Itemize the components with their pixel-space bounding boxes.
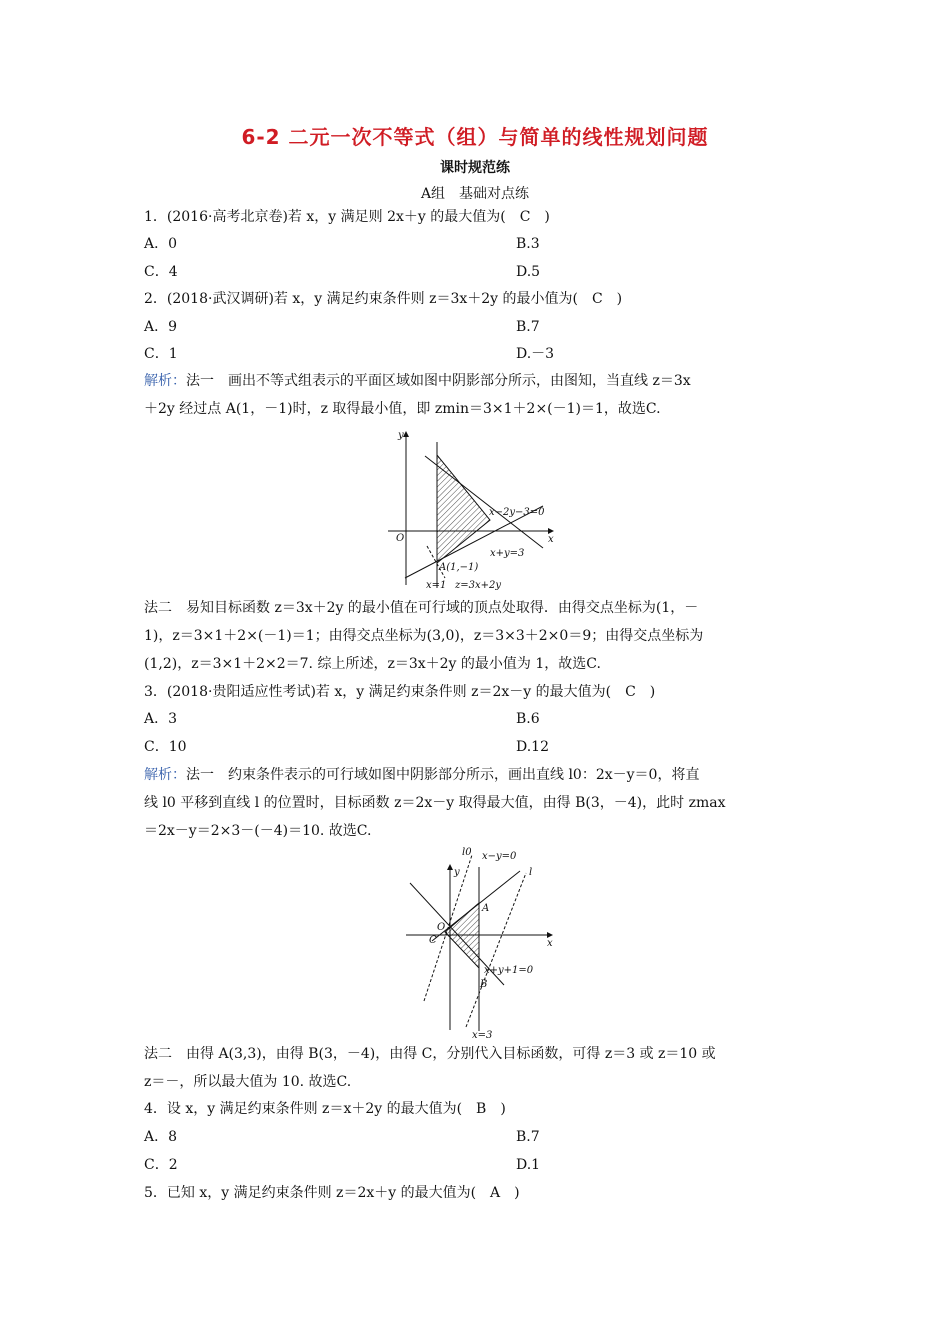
q3-option-d: D.12 [516, 739, 549, 755]
q2-sol2-text-2: 1)，z＝3×1＋2×(－1)＝1；由得交点坐标为(3,0)，z＝3×3＋2×0＝9；由得交点坐标为 [144, 628, 704, 644]
q1-option-c: C．4 [144, 264, 178, 280]
q3-sol1-text-2: 线 l0 平移到直线 l 的位置时，目标函数 z＝2x－y 取得最大值，由得 B(3，－4)，此时 zmax [144, 795, 726, 811]
q2-stem: 2．(2018·武汉调研)若 x，y 满足约束条件则 z＝3x＋2y 的最小值为( C ) [144, 291, 623, 307]
q3-sol2-text-1: 法二 由得 A(3,3)，由得 B(3，－4)，由得 C，分别代入目标函数，可得 z＝3 或 z＝10 或 [144, 1046, 716, 1062]
fig2-point-b-label: B [480, 979, 488, 990]
fig2-origin-label: O [437, 922, 446, 933]
q1-stem: 1．(2016·高考北京卷)若 x，y 满足则 2x＋y 的最大值为( C ) [144, 209, 550, 225]
q2-sol2-text-1: 法二 易知目标函数 z＝3x＋2y 的最小值在可行域的顶点处取得．由得交点坐标为(1，－ [144, 600, 699, 616]
q2-jiexi-label: 解析： [144, 373, 186, 389]
q4-option-a: A．8 [144, 1129, 178, 1145]
page-subtitle: 课时规范练 [440, 160, 510, 176]
q2-sol1-text-1: 法一 画出不等式组表示的平面区域如图中阴影部分所示，由图知，当直线 z＝3x [186, 373, 691, 389]
fig2-l-label: l [529, 867, 533, 878]
q3-option-b: B.6 [516, 711, 540, 727]
fig1-line4-label: z=3x+2y [455, 580, 502, 591]
fig2-line2-label: x+y+1=0 [484, 965, 534, 976]
fig1-line2-label: x+y=3 [490, 548, 525, 559]
q3-jiexi-label: 解析： [144, 767, 186, 783]
fig1-x-label: x [548, 534, 554, 545]
page-title: 6-2 二元一次不等式（组）与简单的线性规划问题 [241, 125, 709, 149]
q4-option-c: C．2 [144, 1157, 178, 1173]
figure-2 [400, 845, 560, 1041]
q2-sol1-text-2: ＋2y 经过点 A(1，－1)时，z 取得最小值，即 zmin＝3×1＋2×(－1)＝1，故选C. [144, 401, 661, 417]
q4-option-b: B.7 [516, 1129, 540, 1145]
q1-option-a: A．0 [144, 236, 178, 252]
fig1-line3-label: x=1 [426, 580, 447, 591]
q2-option-a: A．9 [144, 319, 178, 335]
fig2-line3-label: x=3 [472, 1030, 493, 1041]
q3-sol2-text-2: z＝－，所以最大值为 10. 故选C. [144, 1074, 352, 1090]
fig1-y-label: y [398, 430, 404, 441]
fig1-point-a-label: A(1,−1) [439, 562, 479, 573]
group-heading: A组 基础对点练 [420, 186, 530, 202]
q2-option-b: B.7 [516, 319, 540, 335]
q3-stem: 3．(2018·贵阳适应性考试)若 x，y 满足约束条件则 z＝2x－y 的最大值为( C ) [144, 684, 656, 700]
q3-option-c: C．10 [144, 739, 187, 755]
fig2-point-a-label: A [482, 903, 490, 914]
fig2-line1-label: x−y=0 [482, 851, 517, 862]
figure-1 [385, 420, 565, 592]
q2-option-d: D.－3 [516, 346, 555, 362]
q4-option-d: D.1 [516, 1157, 541, 1173]
q2-solution-line-1 [144, 371, 691, 391]
fig1-line1-label: x−2y−3=0 [489, 507, 545, 518]
q3-sol1-text-1: 法一 约束条件表示的可行域如图中阴影部分所示，画出直线 l0：2x－y＝0，将直 [186, 767, 700, 783]
fig1-origin-label: O [396, 533, 405, 544]
q4-stem: 4．设 x，y 满足约束条件则 z＝x＋2y 的最大值为( B ) [144, 1101, 506, 1117]
q2-sol2-text-3: (1,2)，z＝3×1＋2×2＝7. 综上所述，z＝3x＋2y 的最小值为 1，故选C. [144, 656, 601, 672]
fig2-l0-label: l0 [462, 847, 472, 858]
q3-sol1-text-3: ＝2x－y＝2×3－(－4)＝10. 故选C. [144, 823, 372, 839]
fig2-x-label: x [547, 938, 553, 949]
q5-stem: 5．已知 x，y 满足约束条件则 z＝2x＋y 的最大值为( A ) [144, 1185, 520, 1201]
q1-option-d: D.5 [516, 264, 541, 280]
q1-option-b: B.3 [516, 236, 540, 252]
fig2-y-label: y [454, 867, 460, 878]
q3-option-a: A．3 [144, 711, 178, 727]
fig2-point-c-label: C [429, 935, 437, 946]
q2-option-c: C．1 [144, 346, 178, 362]
q3-solution-line-1 [144, 765, 699, 785]
